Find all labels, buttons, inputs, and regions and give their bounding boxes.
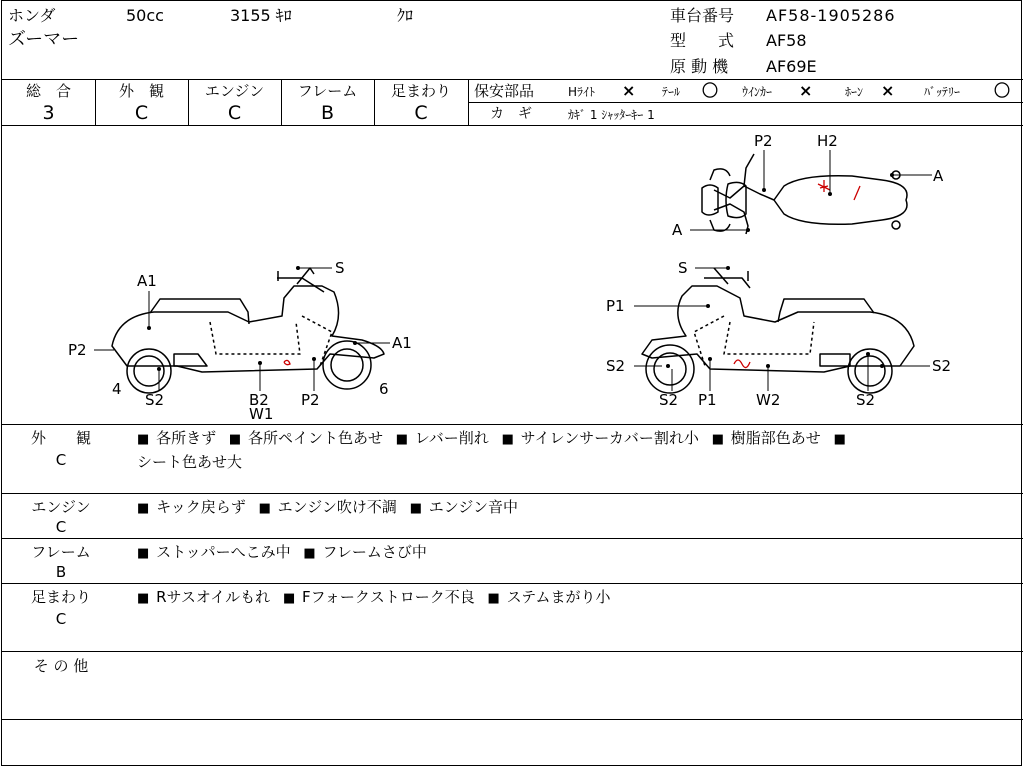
headlight-status: × [622, 81, 636, 100]
maker: ホンダ [8, 6, 56, 25]
suspension-remarks: ■ Rサスオイルもれ ■ Fフォークストローク不良 ■ ステムまがり小 [137, 588, 611, 606]
label-a-top-right: A [933, 167, 944, 185]
key-value: ｶｷﾞ 1 ｼｬｯﾀｰｷｰ 1 [568, 108, 655, 122]
label-a1-left: A1 [137, 272, 157, 290]
divider [468, 102, 1023, 103]
overall-grade: 3 [42, 102, 55, 124]
displacement: 50cc [126, 6, 164, 25]
divider [2, 493, 1023, 494]
battery-status: 〇 [994, 81, 1011, 100]
key-label: カ ギ [490, 106, 532, 122]
damage-marks [284, 180, 860, 368]
exterior-grade-label: 外 観 [118, 82, 164, 100]
label-a1-right: A1 [392, 334, 412, 352]
frame-section-grade: B [55, 563, 67, 581]
label-s-right: S [678, 259, 688, 277]
tail-label: ﾃｰﾙ [662, 85, 681, 99]
frame-no-label: 車台番号 [670, 6, 735, 25]
frame-grade: B [320, 102, 335, 124]
model-name: ズーマー [8, 29, 80, 50]
type-value: AF58 [766, 31, 807, 50]
horn-status: × [881, 81, 895, 100]
engine-section-title: エンジン [31, 498, 91, 516]
battery-label: ﾊﾞｯﾃﾘｰ [924, 85, 961, 99]
scooter-top-view [702, 154, 907, 234]
divider [2, 424, 1023, 425]
label-s2-right-far: S2 [932, 357, 952, 375]
inspection-sheet [1, 0, 1022, 766]
suspension-grade: C [414, 102, 428, 124]
engine-section-grade: C [55, 518, 67, 536]
exterior-section-grade: C [55, 451, 67, 469]
vehicle-diagram [2, 126, 1023, 424]
engine-grade-label: エンジン [204, 82, 265, 100]
label-p2-left: P2 [68, 341, 87, 359]
label-h2: H2 [817, 132, 838, 150]
safety-parts-label: 保安部品 [474, 82, 535, 100]
frame-remarks: ■ ストッパーへこみ中 ■ フレームさび中 [137, 543, 427, 561]
label-w1: W1 [249, 405, 274, 423]
winker-label: ｳｲﾝｶｰ [742, 85, 773, 99]
divider [2, 538, 1023, 539]
exterior-section-title: 外 観 [30, 429, 91, 447]
engine-remarks: ■ キック戻らず ■ エンジン吹け不調 ■ エンジン音中 [137, 498, 519, 516]
suspension-section-grade: C [55, 610, 67, 628]
label-p2-left-bottom: P2 [301, 391, 320, 409]
label-s2-right-rear: S2 [856, 391, 876, 409]
frame-grade-label: フレーム [297, 82, 358, 100]
mileage: 3155 ｷﾛ [230, 6, 292, 25]
suspension-grade-label: 足まわり [390, 82, 451, 100]
label-p1-right: P1 [606, 297, 625, 315]
headlight-label: Hﾗｲﾄ [568, 85, 596, 99]
scooter-right-view [642, 268, 914, 393]
exterior-remarks: ■ 各所きず ■ 各所ペイント色あせ ■ レバー削れ ■ サイレンサーカバー割れ小 ■ 樹脂部色あせ ■ シート色あせ大 [137, 429, 846, 471]
overall-grade-label: 総 合 [25, 82, 71, 100]
label-a-top-left: A [672, 221, 683, 239]
frame-no: AF58-1905286 [766, 6, 896, 25]
exterior-grade: C [134, 102, 149, 124]
divider [2, 719, 1023, 720]
divider [2, 583, 1023, 584]
suspension-section-title: 足まわり [30, 588, 91, 606]
other-section-title: そ の 他 [33, 657, 89, 675]
label-s-left: S [335, 259, 345, 277]
label-w2: W2 [756, 391, 781, 409]
tail-status: 〇 [702, 81, 719, 100]
label-6: 6 [379, 380, 389, 398]
label-s2-left: S2 [145, 391, 165, 409]
winker-status: × [799, 81, 813, 100]
label-s2-right-bottom: S2 [659, 391, 679, 409]
label-4: 4 [112, 380, 122, 398]
engine-grade: C [227, 102, 242, 124]
color: ｸﾛ [397, 6, 414, 25]
label-p1-right-bottom: P1 [698, 391, 717, 409]
frame-section-title: フレーム [31, 543, 91, 561]
horn-label: ﾎｰﾝ [845, 85, 864, 99]
label-b2: B2 [249, 391, 269, 409]
type-label: 型 式 [670, 31, 735, 50]
engine-model-value: AF69E [766, 57, 817, 76]
label-s2-right-left: S2 [606, 357, 626, 375]
label-p2-top: P2 [754, 132, 773, 150]
divider [468, 79, 469, 125]
divider [2, 651, 1023, 652]
divider [2, 79, 1023, 80]
engine-model-label: 原 動 機 [670, 57, 729, 76]
